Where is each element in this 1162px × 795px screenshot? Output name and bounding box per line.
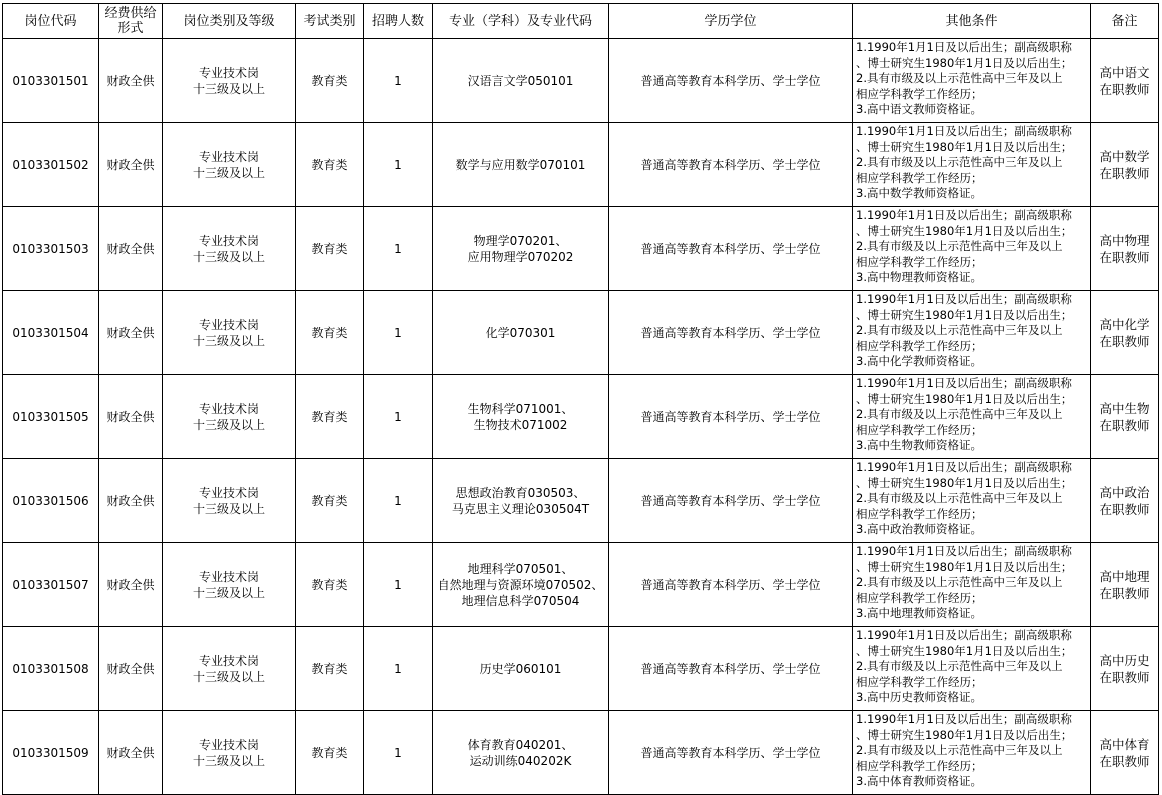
remarks-line: 高中数学	[1099, 148, 1150, 164]
condition-line: 3.高中地理教师资格证。	[856, 606, 982, 620]
condition-line: 3.高中生物教师资格证。	[856, 438, 982, 452]
position-category-cell	[163, 711, 296, 795]
major-cell	[433, 375, 609, 459]
hiring-count-cell: 1	[364, 459, 433, 543]
remarks-line: 高中化学	[1099, 316, 1150, 332]
condition-line: 相应学科教学工作经历；	[856, 758, 983, 773]
hiring-count-cell: 1	[364, 627, 433, 711]
education-cell: 普通高等教育本科学历、学士学位	[609, 375, 853, 459]
funding-type-cell: 财政全供	[99, 459, 163, 543]
table-row	[3, 375, 1159, 459]
condition-line: 相应学科教学工作经历；	[856, 254, 983, 269]
remarks-line: 在职教师	[1099, 249, 1150, 265]
position-category-line: 专业技术岗	[198, 65, 259, 80]
condition-line: 、博士研究生1980年1月1日及以后出生；	[856, 55, 1073, 70]
position-category-line: 十三级及以上	[192, 333, 265, 348]
header-major: 专业（学科）及专业代码	[433, 4, 609, 39]
condition-line: 相应学科教学工作经历；	[856, 338, 983, 353]
education-cell: 普通高等教育本科学历、学士学位	[609, 459, 853, 543]
remarks-cell	[1091, 123, 1159, 207]
condition-line: 相应学科教学工作经历；	[856, 422, 983, 437]
remarks-line: 高中政治	[1099, 484, 1150, 500]
condition-line: 、博士研究生1980年1月1日及以后出生；	[856, 475, 1073, 490]
remarks-cell	[1091, 375, 1159, 459]
major-line: 马克思主义理论030504T	[451, 501, 590, 516]
condition-line: 1.1990年1月1日及以后出生；副高级职称	[856, 712, 1072, 726]
remarks-cell	[1091, 39, 1159, 123]
major-line: 自然地理与资源环境070502、	[437, 577, 604, 592]
condition-line: 3.高中数学教师资格证。	[856, 186, 982, 200]
hiring-count-cell: 1	[364, 207, 433, 291]
education-cell: 普通高等教育本科学历、学士学位	[609, 123, 853, 207]
header-education: 学历学位	[609, 4, 853, 39]
header-position-code: 岗位代码	[3, 4, 99, 39]
remarks-line: 在职教师	[1099, 417, 1150, 433]
exam-type-cell: 教育类	[296, 627, 364, 711]
condition-line: 、博士研究生1980年1月1日及以后出生；	[856, 643, 1073, 658]
condition-line: 3.高中历史教师资格证。	[856, 690, 982, 704]
header-other-conditions: 其他条件	[853, 4, 1091, 39]
other-conditions-cell	[853, 291, 1091, 375]
exam-type-cell: 教育类	[296, 459, 364, 543]
exam-type-cell: 教育类	[296, 711, 364, 795]
other-conditions-cell	[853, 375, 1091, 459]
position-category-cell	[163, 459, 296, 543]
major-line: 化学070301	[485, 325, 556, 340]
major-cell	[433, 711, 609, 795]
hiring-count-cell: 1	[364, 291, 433, 375]
recruitment-table-container	[2, 3, 1159, 795]
major-line: 数学与应用数学070101	[455, 157, 586, 172]
position-category-line: 十三级及以上	[192, 81, 265, 96]
major-line: 应用物理学070202	[467, 249, 574, 264]
major-line: 汉语言文学050101	[467, 73, 574, 88]
hiring-count-cell: 1	[364, 375, 433, 459]
condition-line: 2.具有市级及以上示范性高中三年及以上	[856, 71, 1063, 85]
table-row	[3, 459, 1159, 543]
condition-line: 、博士研究生1980年1月1日及以后出生；	[856, 139, 1073, 154]
condition-line: 2.具有市级及以上示范性高中三年及以上	[856, 659, 1063, 673]
position-code-cell: 0103301506	[3, 459, 99, 543]
position-category-line: 专业技术岗	[198, 737, 259, 752]
table-row	[3, 627, 1159, 711]
condition-line: 1.1990年1月1日及以后出生；副高级职称	[856, 376, 1072, 390]
table-body	[3, 39, 1159, 795]
remarks-line: 在职教师	[1099, 81, 1150, 97]
table-row	[3, 39, 1159, 123]
remarks-cell	[1091, 207, 1159, 291]
remarks-cell	[1091, 291, 1159, 375]
table-row	[3, 123, 1159, 207]
position-category-cell	[163, 627, 296, 711]
remarks-cell	[1091, 627, 1159, 711]
funding-type-cell: 财政全供	[99, 207, 163, 291]
remarks-line: 高中体育	[1099, 736, 1150, 752]
major-cell	[433, 123, 609, 207]
education-cell: 普通高等教育本科学历、学士学位	[609, 291, 853, 375]
remarks-line: 高中地理	[1099, 568, 1150, 584]
condition-line: 2.具有市级及以上示范性高中三年及以上	[856, 743, 1063, 757]
major-cell	[433, 627, 609, 711]
header-funding-type: 经费供给形式	[99, 4, 163, 39]
remarks-cell	[1091, 543, 1159, 627]
position-category-cell	[163, 375, 296, 459]
funding-type-cell: 财政全供	[99, 543, 163, 627]
condition-line: 2.具有市级及以上示范性高中三年及以上	[856, 239, 1063, 253]
position-code-cell: 0103301507	[3, 543, 99, 627]
education-cell: 普通高等教育本科学历、学士学位	[609, 543, 853, 627]
exam-type-cell: 教育类	[296, 543, 364, 627]
education-cell: 普通高等教育本科学历、学士学位	[609, 39, 853, 123]
position-category-line: 专业技术岗	[198, 149, 259, 164]
condition-line: 、博士研究生1980年1月1日及以后出生；	[856, 223, 1073, 238]
major-line: 体育教育040201、	[467, 737, 574, 752]
header-remarks: 备注	[1091, 4, 1159, 39]
condition-line: 2.具有市级及以上示范性高中三年及以上	[856, 155, 1063, 169]
remarks-line: 在职教师	[1099, 669, 1150, 685]
position-category-line: 专业技术岗	[198, 485, 259, 500]
remarks-line: 高中历史	[1099, 652, 1150, 668]
major-cell	[433, 39, 609, 123]
condition-line: 1.1990年1月1日及以后出生；副高级职称	[856, 208, 1072, 222]
major-cell	[433, 207, 609, 291]
major-line: 运动训练040202K	[469, 753, 572, 768]
header-position-category: 岗位类别及等级	[163, 4, 296, 39]
recruitment-table	[2, 3, 1159, 795]
condition-line: 2.具有市级及以上示范性高中三年及以上	[856, 491, 1063, 505]
hiring-count-cell: 1	[364, 39, 433, 123]
exam-type-cell: 教育类	[296, 39, 364, 123]
condition-line: 1.1990年1月1日及以后出生；副高级职称	[856, 460, 1072, 474]
remarks-line: 高中生物	[1099, 400, 1150, 416]
exam-type-cell: 教育类	[296, 291, 364, 375]
position-category-line: 专业技术岗	[198, 569, 259, 584]
remarks-cell	[1091, 711, 1159, 795]
condition-line: 1.1990年1月1日及以后出生；副高级职称	[856, 40, 1072, 54]
remarks-line: 在职教师	[1099, 333, 1150, 349]
condition-line: 2.具有市级及以上示范性高中三年及以上	[856, 407, 1063, 421]
remarks-line: 在职教师	[1099, 753, 1150, 769]
major-line: 物理学070201、	[473, 233, 568, 248]
other-conditions-cell	[853, 123, 1091, 207]
position-category-cell	[163, 123, 296, 207]
condition-line: 、博士研究生1980年1月1日及以后出生；	[856, 391, 1073, 406]
condition-line: 、博士研究生1980年1月1日及以后出生；	[856, 307, 1073, 322]
funding-type-cell: 财政全供	[99, 627, 163, 711]
position-category-line: 专业技术岗	[198, 401, 259, 416]
position-category-line: 十三级及以上	[192, 165, 265, 180]
position-category-line: 专业技术岗	[198, 233, 259, 248]
condition-line: 、博士研究生1980年1月1日及以后出生；	[856, 559, 1073, 574]
condition-line: 3.高中政治教师资格证。	[856, 522, 982, 536]
condition-line: 、博士研究生1980年1月1日及以后出生；	[856, 727, 1073, 742]
funding-type-cell: 财政全供	[99, 291, 163, 375]
condition-line: 3.高中物理教师资格证。	[856, 270, 982, 284]
condition-line: 相应学科教学工作经历；	[856, 590, 983, 605]
position-code-cell: 0103301509	[3, 711, 99, 795]
condition-line: 相应学科教学工作经历；	[856, 506, 983, 521]
position-category-line: 十三级及以上	[192, 753, 265, 768]
condition-line: 1.1990年1月1日及以后出生；副高级职称	[856, 292, 1072, 306]
major-line: 历史学060101	[479, 661, 562, 676]
major-cell	[433, 543, 609, 627]
major-line: 地理信息科学070504	[461, 593, 580, 608]
condition-line: 1.1990年1月1日及以后出生；副高级职称	[856, 124, 1072, 138]
position-code-cell: 0103301505	[3, 375, 99, 459]
table-row	[3, 711, 1159, 795]
other-conditions-cell	[853, 459, 1091, 543]
condition-line: 3.高中化学教师资格证。	[856, 354, 982, 368]
other-conditions-cell	[853, 207, 1091, 291]
other-conditions-cell	[853, 627, 1091, 711]
remarks-line: 高中物理	[1099, 232, 1150, 248]
funding-type-cell: 财政全供	[99, 711, 163, 795]
position-category-cell	[163, 543, 296, 627]
position-category-line: 十三级及以上	[192, 249, 265, 264]
hiring-count-cell: 1	[364, 711, 433, 795]
other-conditions-cell	[853, 39, 1091, 123]
education-cell: 普通高等教育本科学历、学士学位	[609, 207, 853, 291]
position-code-cell: 0103301502	[3, 123, 99, 207]
remarks-line: 在职教师	[1099, 501, 1150, 517]
education-cell: 普通高等教育本科学历、学士学位	[609, 627, 853, 711]
remarks-line: 在职教师	[1099, 165, 1150, 181]
hiring-count-cell: 1	[364, 123, 433, 207]
major-line: 思想政治教育030503、	[455, 485, 586, 500]
position-category-line: 十三级及以上	[192, 417, 265, 432]
condition-line: 2.具有市级及以上示范性高中三年及以上	[856, 575, 1063, 589]
condition-line: 3.高中体育教师资格证。	[856, 774, 982, 788]
remarks-line: 在职教师	[1099, 585, 1150, 601]
position-category-cell	[163, 207, 296, 291]
major-line: 地理科学070501、	[467, 561, 574, 576]
table-row	[3, 291, 1159, 375]
position-category-line: 专业技术岗	[198, 317, 259, 332]
header-exam-type: 考试类别	[296, 4, 364, 39]
table-row	[3, 207, 1159, 291]
condition-line: 2.具有市级及以上示范性高中三年及以上	[856, 323, 1063, 337]
position-category-cell	[163, 39, 296, 123]
position-category-line: 十三级及以上	[192, 501, 265, 516]
remarks-cell	[1091, 459, 1159, 543]
other-conditions-cell	[853, 711, 1091, 795]
position-code-cell: 0103301503	[3, 207, 99, 291]
hiring-count-cell: 1	[364, 543, 433, 627]
position-code-cell: 0103301508	[3, 627, 99, 711]
condition-line: 3.高中语文教师资格证。	[856, 102, 982, 116]
major-line: 生物技术071002	[473, 417, 568, 432]
table-row	[3, 543, 1159, 627]
header-hiring-count: 招聘人数	[364, 4, 433, 39]
major-line: 生物科学071001、	[467, 401, 574, 416]
position-category-cell	[163, 291, 296, 375]
funding-type-cell: 财政全供	[99, 375, 163, 459]
position-category-line: 十三级及以上	[192, 669, 265, 684]
exam-type-cell: 教育类	[296, 375, 364, 459]
condition-line: 1.1990年1月1日及以后出生；副高级职称	[856, 628, 1072, 642]
condition-line: 相应学科教学工作经历；	[856, 86, 983, 101]
header-row	[3, 4, 1159, 39]
exam-type-cell: 教育类	[296, 207, 364, 291]
condition-line: 1.1990年1月1日及以后出生；副高级职称	[856, 544, 1072, 558]
funding-type-cell: 财政全供	[99, 39, 163, 123]
major-cell	[433, 291, 609, 375]
funding-type-cell: 财政全供	[99, 123, 163, 207]
position-code-cell: 0103301504	[3, 291, 99, 375]
exam-type-cell: 教育类	[296, 123, 364, 207]
position-category-line: 专业技术岗	[198, 653, 259, 668]
position-code-cell: 0103301501	[3, 39, 99, 123]
position-category-line: 十三级及以上	[192, 585, 265, 600]
remarks-line: 高中语文	[1099, 64, 1150, 80]
education-cell: 普通高等教育本科学历、学士学位	[609, 711, 853, 795]
condition-line: 相应学科教学工作经历；	[856, 674, 983, 689]
condition-line: 相应学科教学工作经历；	[856, 170, 983, 185]
other-conditions-cell	[853, 543, 1091, 627]
major-cell	[433, 459, 609, 543]
